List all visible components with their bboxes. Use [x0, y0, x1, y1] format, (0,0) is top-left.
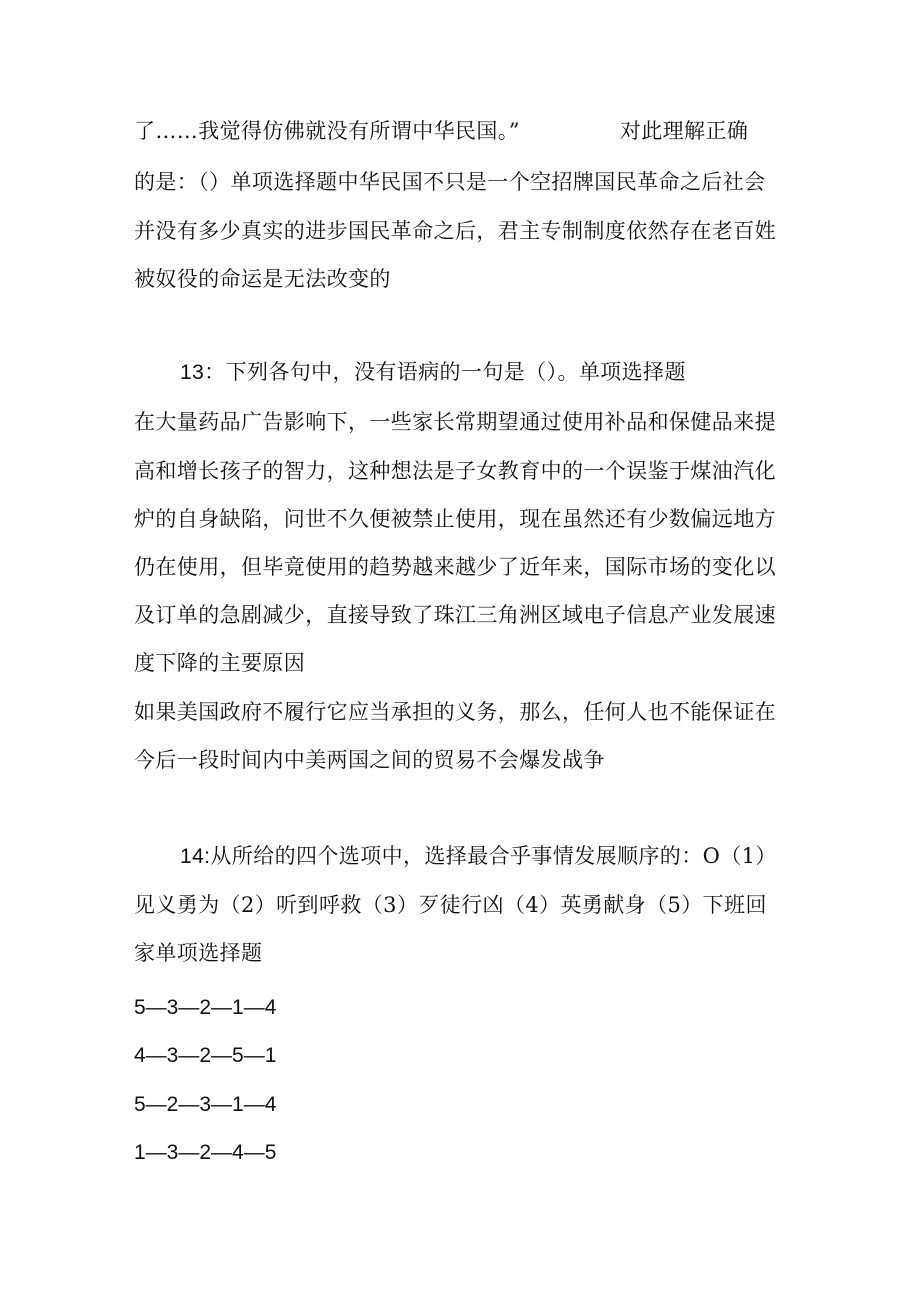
- q13-text-line-7: 如果美国政府不履行它应当承担的义务，那么，任何人也不能保证在: [134, 700, 776, 724]
- q12-quote-text: 了……我觉得仿佛就没有所谓中华民国。”: [134, 119, 520, 143]
- q13-text-line-6: 度下降的主要原因: [134, 651, 306, 675]
- q14-option-4: 1—3—2—4—5: [134, 1141, 277, 1164]
- q14-line-3: 家单项选择题: [134, 941, 263, 965]
- q14-option-1: 5—3—2—1—4: [134, 996, 277, 1019]
- q13-text-line-5: 及订单的急剧减少，直接导致了珠江三角洲区域电子信息产业发展速: [134, 603, 776, 627]
- q13-text-line-8: 今后一段时间内中美两国之间的贸易不会爆发战争: [134, 748, 605, 772]
- q12-line-1: [134, 118, 748, 144]
- q13-text-line-4: 仍在使用，但毕竟使用的趋势越来越少了近年来，国际市场的变化以: [134, 555, 776, 579]
- q13-stem: 下列各句中，没有语病的一句是（）。单项选择题: [225, 360, 686, 384]
- q14-line-2: 见义勇为（2）听到呼救（3）歹徒行凶（4）英勇献身（5）下班回: [134, 893, 767, 917]
- q14-number: 14:: [180, 845, 211, 868]
- q14-stem: 从所给的四个选项中，选择最合乎事情发展顺序的：O（1）: [210, 844, 777, 868]
- q12-prompt-text: 对此理解正确: [619, 119, 749, 143]
- q13-text-line-2: 高和增长孩子的智力，这种想法是子女教育中的一个误鉴于煤油汽化: [134, 459, 776, 483]
- q13-text-line-3: 炉的自身缺陷，问世不久便被禁止使用，现在虽然还有少数偏远地方: [134, 507, 776, 531]
- q13-number: 13：: [180, 361, 226, 384]
- q14-stem-line: [180, 843, 777, 870]
- q14-option-3: 5—2—3—1—4: [134, 1093, 277, 1116]
- q13-stem-line: [180, 359, 686, 386]
- q12-line-4: 被奴役的命运是无法改变的: [134, 267, 391, 291]
- q12-line-3: 并没有多少真实的进步国民革命之后，君主专制制度依然存在老百姓: [134, 219, 776, 243]
- q12-line-2: 的是：（）单项选择题中华民国不只是一个空招牌国民革命之后社会: [134, 170, 766, 194]
- q14-option-2: 4—3—2—5—1: [134, 1044, 277, 1067]
- q13-text-line-1: 在大量药品广告影响下，一些家长常期望通过使用补品和保健品来提: [134, 410, 776, 434]
